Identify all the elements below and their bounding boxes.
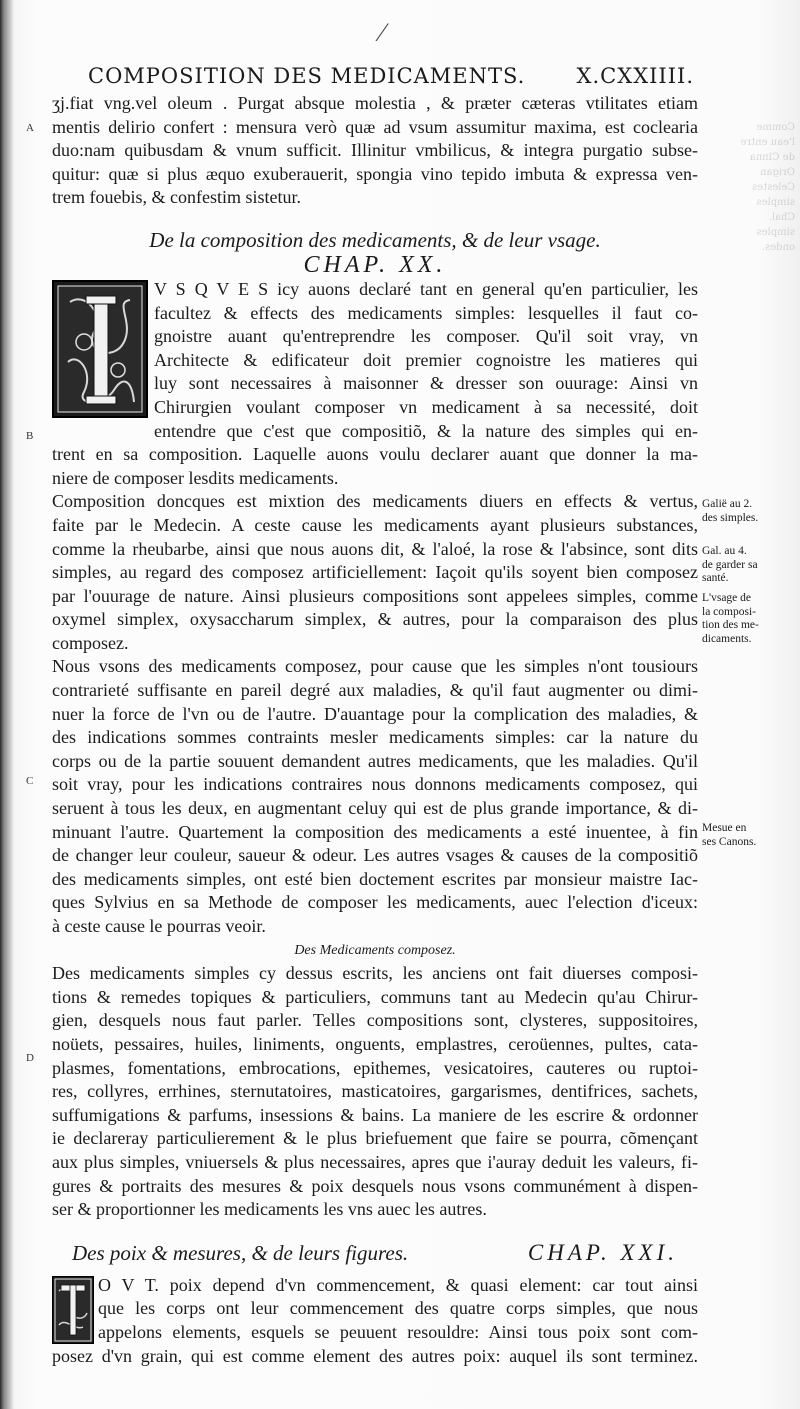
text-line: facultez & effects des medicaments simples: lesquelles il faut co- xyxy=(154,302,698,323)
gutter-shadow xyxy=(0,0,14,1409)
text-line: faite par le Medecin. A ceste cause les medicaments ayant plusieurs substances, xyxy=(52,514,698,535)
margin-letter-a: A xyxy=(26,122,34,134)
bleed-line: Celestes xyxy=(752,182,795,193)
running-title: COMPOSITION DES MEDICAMENTS. xyxy=(88,64,526,88)
text-line: ser & proportionner les medicaments les vns auec les autres. xyxy=(52,1199,487,1220)
text-line: par l'ouurage de nature. Ainsi plusieurs compositions sont appelees simples, comme xyxy=(52,585,698,606)
text-line: appelons elements, esquels se peuuent resouldre: Ainsi tous poix sont com- xyxy=(98,1321,698,1342)
text-line: tions & remedes topiques & particuliers, communs tant au Medecin qu'au Chirur- xyxy=(52,986,698,1007)
text-line: à ceste cause le pourras veoir. xyxy=(52,916,266,936)
text-line: gures & portraits des mesures & poix desquels nous vsons communément à dispen- xyxy=(52,1175,698,1196)
text-line: luy sont necessaires à maisonner & dresser son ouurage: Ainsi vn xyxy=(154,373,698,394)
margin-note-line: santé. xyxy=(702,572,729,584)
text-line: que les corps ont leur commencement des quatre corps simples, que nous xyxy=(98,1298,698,1319)
text-line: entendre que c'est que compositiõ, & la nature des simples qui en- xyxy=(154,420,698,441)
text-line: des medicaments simples, ont esté bien doctement escrites par monsieur maistre Iac- xyxy=(52,868,698,889)
text-line: comme la rheubarbe, ainsi que nous auons dit, & l'aloé, la rose & l'absince, sont dits xyxy=(52,538,698,559)
bleed-line: de Cinna xyxy=(749,152,795,163)
text-line: nuer la force de l'vn ou de l'autre. D'auantage pour la complication des maladies, & xyxy=(52,703,698,724)
margin-note-line: tion des me- xyxy=(702,619,759,631)
text-line: posez d'vn grain, qui est comme element des autres poix: auquel ils sont terminez. xyxy=(52,1345,698,1366)
section-title: De la composition des medicaments, & de leur vsage. xyxy=(149,227,601,252)
margin-note-line: Mesue en xyxy=(702,822,747,834)
bleed-line: Comme xyxy=(756,122,795,133)
text-line: niere de composer lesdits medicaments. xyxy=(52,467,339,488)
drop-cap-paragraph xyxy=(52,1274,698,1345)
running-header xyxy=(88,64,694,88)
bleed-through-text xyxy=(700,120,795,340)
drop-cap-paragraph xyxy=(52,278,698,420)
margin-note-line: ses Canons. xyxy=(702,835,757,848)
text-line: trem fouebis, & confestim sistetur. xyxy=(52,187,301,208)
text-line: V S Q V E S icy auons declaré tant en general qu'en particulier, les xyxy=(154,278,698,299)
text-line: de changer leur couleur, saueur & odeur. Les autres vsages & causes de la compositiõ xyxy=(52,845,698,866)
section-title: Des poix & mesures, & de leurs figures. xyxy=(72,1240,409,1265)
chapter-row xyxy=(52,1236,698,1270)
text-line: Nous vsons des medicaments composez, pour cause que les simples n'ont tousiours xyxy=(52,656,698,677)
bleed-line: simples xyxy=(756,227,795,238)
text-line: ie declareray particulierement & le plus briefuement que faire se pourra, cõmençant xyxy=(52,1128,698,1149)
margin-note-vsage xyxy=(702,592,774,646)
margin-note-line: de garder sa xyxy=(702,558,758,571)
bleed-line: l'eau entre xyxy=(740,137,795,148)
text-line: seruent à tous les deux, en augmentant celuy qui est de plus grande importance, & di- xyxy=(52,798,698,819)
main-text-block xyxy=(52,92,698,1368)
bleed-line: Origan xyxy=(760,167,795,178)
bleed-line: ondes. xyxy=(761,242,795,253)
ink-mark: ⁄ xyxy=(380,18,385,47)
text-line: aux plus simples, vniuersels & plus necessaires, apres que i'auray deduit les valeurs, fi- xyxy=(52,1151,698,1172)
text-line: simples, au regard des composez artificiellement: Iaçoit qu'ils soyent bien composez xyxy=(52,562,698,583)
chapter-heading: CHAP. XXI. xyxy=(527,1239,678,1265)
text-line: noüets, pessaires, huiles, liniments, onguents, emplastres, ceroüennes, pultes, cata- xyxy=(52,1033,698,1054)
bleed-line: simples xyxy=(756,197,795,208)
folio-number: X.CXXIIII. xyxy=(576,64,694,88)
text-line: minuant l'autre. Quartement la composition des medicaments a esté inuentee, à fin xyxy=(52,821,698,842)
margin-note-line: dicaments. xyxy=(702,632,752,645)
text-line: composez. xyxy=(52,632,129,653)
margin-note-line: Gal. au 4. xyxy=(702,545,747,557)
text-line: trent en sa composition. Laquelle auons voulu declarer auant que donner la ma- xyxy=(52,444,698,465)
margin-note-line: des simples. xyxy=(702,511,759,524)
margin-note-line: la composi- xyxy=(702,605,756,618)
margin-note-line: L'vsage de xyxy=(702,592,752,604)
bleed-line: Chal. xyxy=(768,212,795,223)
margin-letter-c: C xyxy=(26,775,34,787)
text-line: ʒj.fiat vng.vel oleum . Purgat absque molestia , & præter cæteras vtilitates etiam xyxy=(52,93,698,113)
margin-note-gal4 xyxy=(702,545,774,586)
text-line: Des medicaments simples cy dessus escrits, les anciens ont fait diuerses composi- xyxy=(52,963,698,984)
text-line: corps ou de la partie souuent demandent autres medicaments, que les maladies. Qu'il xyxy=(52,750,698,771)
margin-note-galien xyxy=(702,498,774,525)
text-line: soit vray, pour les indications contraires nous donnons medicaments composez, qui xyxy=(52,774,698,795)
text-line: contrarieté suffisante en pareil degré aux maladies, & qu'il faut augmenter ou dimi- xyxy=(52,680,698,701)
text-line: ques Sylvius en sa Methode de composer les medicaments, auec l'election d'iceux: xyxy=(52,892,698,913)
text-line: Architecte & edificateur doit premier cognoistre les matieres qui xyxy=(154,349,698,370)
text-line: oxymel simplex, oxysaccharum simplex, & autres, pour la comparaison des plus xyxy=(52,609,698,630)
text-line: res, collyres, errhines, sternutatoires, masticatoires, gargarismes, dentifrices, sachets, xyxy=(52,1081,698,1102)
margin-note-mesue xyxy=(702,822,774,849)
text-line: gnoistre auant qu'entreprendre les composer. Qu'il soit vray, vn xyxy=(154,326,698,347)
text-line: quitur: quæ si plus æquo exuberauerit, spongia vino tepido imbuta & expressa ven- xyxy=(52,163,698,184)
text-line: suffumigations & parfums, insessions & bains. La maniere de les escrire & ordonner xyxy=(52,1104,698,1125)
text-line: gien, desquels nous faut parler. Telles compositions sont, clysteres, suppositoires, xyxy=(52,1010,698,1031)
chapter-heading: CHAP. XX. xyxy=(303,251,447,278)
decorated-initial-icon xyxy=(52,280,148,418)
text-line: mentis delirio confert : mensura verò quæ ad vsum assumitur maxima, est coclearia xyxy=(52,116,698,137)
margin-letter-d: D xyxy=(26,1052,34,1064)
subsection-title: Des Medicaments composez. xyxy=(294,942,456,958)
text-line: O V T. poix depend d'vn commencement, & quasi element: car tout ainsi xyxy=(98,1274,698,1295)
margin-note-line: Galië au 2. xyxy=(702,498,753,510)
text-line: duo:nam quibusdam & vnum sufficit. Illinitur vmbilicus, & integra purgatio subse- xyxy=(52,140,698,161)
text-line: Composition doncques est mixtion des medicaments diuers en effects & vertus, xyxy=(52,491,698,512)
decorated-initial-icon xyxy=(52,1276,94,1344)
text-line: des indications sommes contraints mesler medicaments simples: car la nature du xyxy=(52,727,698,748)
margin-letter-b: B xyxy=(26,430,34,442)
text-line: plasmes, fomentations, embrocations, epithemes, vesicatoires, cauteres ou ruptoi- xyxy=(52,1057,698,1078)
text-line: Chirurgien voulant composer vn medicament à sa necessité, doit xyxy=(154,396,698,417)
